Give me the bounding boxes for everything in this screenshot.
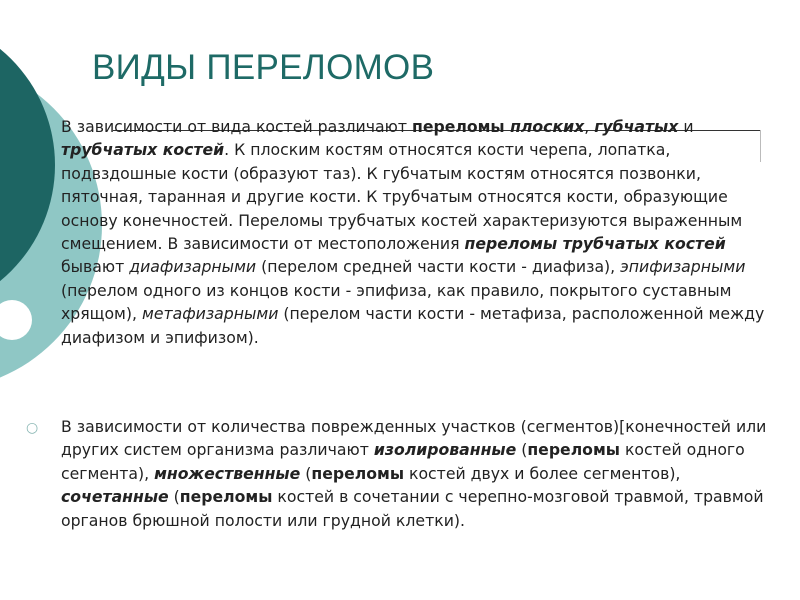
text-segment: В зависимости от вида костей различают	[61, 117, 412, 136]
text-segment: костей двух и более сегментов),	[404, 463, 681, 483]
term-multiple: множественные	[154, 463, 301, 483]
text-segment: (	[300, 463, 312, 483]
term-diaphyseal: диафизарными	[129, 257, 257, 277]
term-fractures: переломы	[179, 487, 273, 507]
term-isolated: изолированные	[373, 440, 517, 460]
term-tubular: трубчатых костей	[61, 140, 225, 160]
text-segment: костей одного сегмента),	[61, 440, 745, 483]
text-segment: (	[168, 487, 180, 507]
bullet-icon: ○	[26, 420, 39, 436]
text-segment: В зависимости от количества поврежденных участков (сегментов)[конечностей или других систем организма различают	[61, 417, 767, 460]
term-flat: плоских	[510, 117, 585, 136]
text-segment: ,	[584, 117, 595, 136]
term-metaphyseal: метафизарными	[141, 304, 279, 324]
term-fractures: переломы	[527, 440, 620, 460]
term-fractures: переломы	[411, 117, 511, 136]
text-segment: (	[516, 440, 528, 460]
term-epiphyseal: эпифизарными	[620, 257, 746, 277]
text-segment: (перелом одного из концов кости - эпифиза, как правило, покрытого суставным хрящом),	[61, 280, 732, 324]
paragraph-segment-count	[61, 415, 773, 532]
term-tubular-fractures: переломы трубчатых костей	[464, 234, 726, 254]
paragraph-bone-types	[61, 115, 773, 349]
term-fractures: переломы	[311, 463, 404, 483]
slide-title: ВИДЫ ПЕРЕЛОМОВ	[92, 48, 435, 87]
text-segment: костей в сочетании с черепно-мозговой травмой, травмой органов брюшной полости или грудной клетки).	[61, 487, 764, 530]
text-segment: (перелом средней части кости - диафиза),	[256, 257, 621, 277]
text-segment: и	[678, 117, 694, 136]
text-segment: . К плоским костям относятся кости черепа, лопатка, подвздошные кости (образуют таз). К губчатым костям относятся позвонки, пяточная, таранная и другие кости. К трубчатым относятся кости, образующие основу конечностей. Переломы трубчатых костей характеризуются выраженным смещением. В зависимости от местоположения	[61, 140, 743, 254]
term-spongy: губчатых	[594, 117, 679, 136]
text-segment: (перелом части кости - метафиза, расположенной между диафизом и эпифизом).	[61, 304, 765, 347]
term-combined: сочетанные	[61, 487, 169, 507]
text-segment: бывают	[61, 257, 130, 277]
